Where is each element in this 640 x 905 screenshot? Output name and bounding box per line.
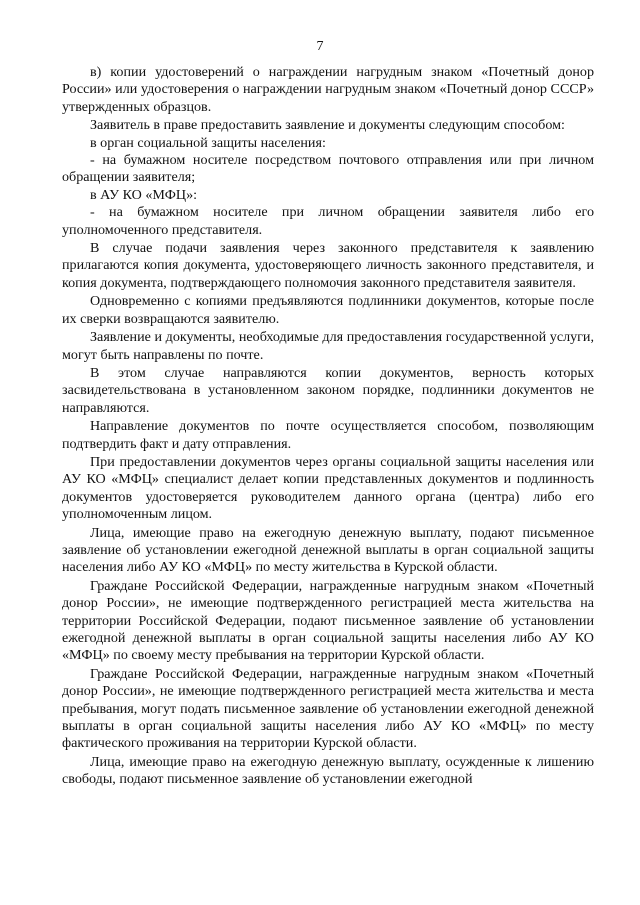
paragraph-submission-methods: Заявитель в праве предоставить заявление и документы следующим способом: [90,117,565,134]
page-number: 7 [316,39,324,54]
paragraph-specialist-copies: При предоставлении документов через органы социальной защиты населения или АУ КО «МФЦ» специалист делает копии представленных документов и подлинность документов удостоверяется руководителем данного органа (центра) либо его уполномоченным лицом. [62,453,594,523]
paragraph-place-of-residence: Лица, имеющие право на ежегодную денежную выплату, подают письменное заявление об установлении ежегодной денежной выплаты в орган социальной защиты населения либо АУ КО «МФЦ» по месту жительства в Курской области. [62,524,594,576]
paragraph-convicted-persons: Лица, имеющие право на ежегодную денежную выплату, осужденные к лишению свободы, подают письменное заявление об установлении ежегодной [62,753,594,788]
paragraph-originals-returned: Одновременно с копиями предъявляются подлинники документов, которые после их сверки возвращаются заявителю. [62,293,594,327]
paragraph-mail-method: Направление документов по почте осуществляется способом, позволяющим подтвердить факт и дату отправления. [62,418,594,452]
paragraph-actual-residence: Граждане Российской Федерации, награжденные нагрудным знаком «Почетный донор России», не имеющие подтвержденного регистрацией места жительства и места пребывания, могут подать письменное заявление об установлении ежегодной денежной выплаты в орган социальной защиты населения либо АУ КО «МФЦ» по месту фактического проживания на территории Курской области. [62,665,594,752]
paragraph-sent-by-mail: Заявление и документы, необходимые для предоставления государственной услуги, могут быть направлены по почте. [62,329,594,363]
paragraph-mfc: в АУ КО «МФЦ»: [90,186,198,203]
paragraph-legal-representative: В случае подачи заявления через законного представителя к заявлению прилагаются копия документа, удостоверяющего личность законного представителя, и копия документа, подтверждающего полномочия законного представителя заявителя. [62,240,594,291]
document-body [62,64,594,789]
paragraph-certified-copies: В этом случае направляются копии документов, верность которых засвидетельствована в установленном законом порядке, подлинники документов не направляются. [62,364,594,416]
paragraph-place-of-stay: Граждане Российской Федерации, награжденные нагрудным знаком «Почетный донор России», не имеющие подтвержденного регистрацией места жительства на территории Российской Федерации, подают письменное заявление об установлении ежегодной денежной выплаты в орган социальной защиты населения либо АУ КО «МФЦ» по своему месту пребывания на территории Курской области. [62,577,594,664]
paragraph-paper-in-person: - на бумажном носителе при личном обращении заявителя либо его уполномоченного представителя. [62,204,594,238]
paragraph-social-protection-body: в орган социальной защиты населения: [90,134,326,151]
paragraph-paper-by-mail: - на бумажном носителе посредством почтового отправления или при личном обращении заявителя; [62,152,594,186]
paragraph-copies-of-certificates: в) копии удостоверений о награждении нагрудным знаком «Почетный донор России» или удостоверения о награждении нагрудным знаком «Почетный донор СССР» утвержденных образцов. [62,64,594,115]
